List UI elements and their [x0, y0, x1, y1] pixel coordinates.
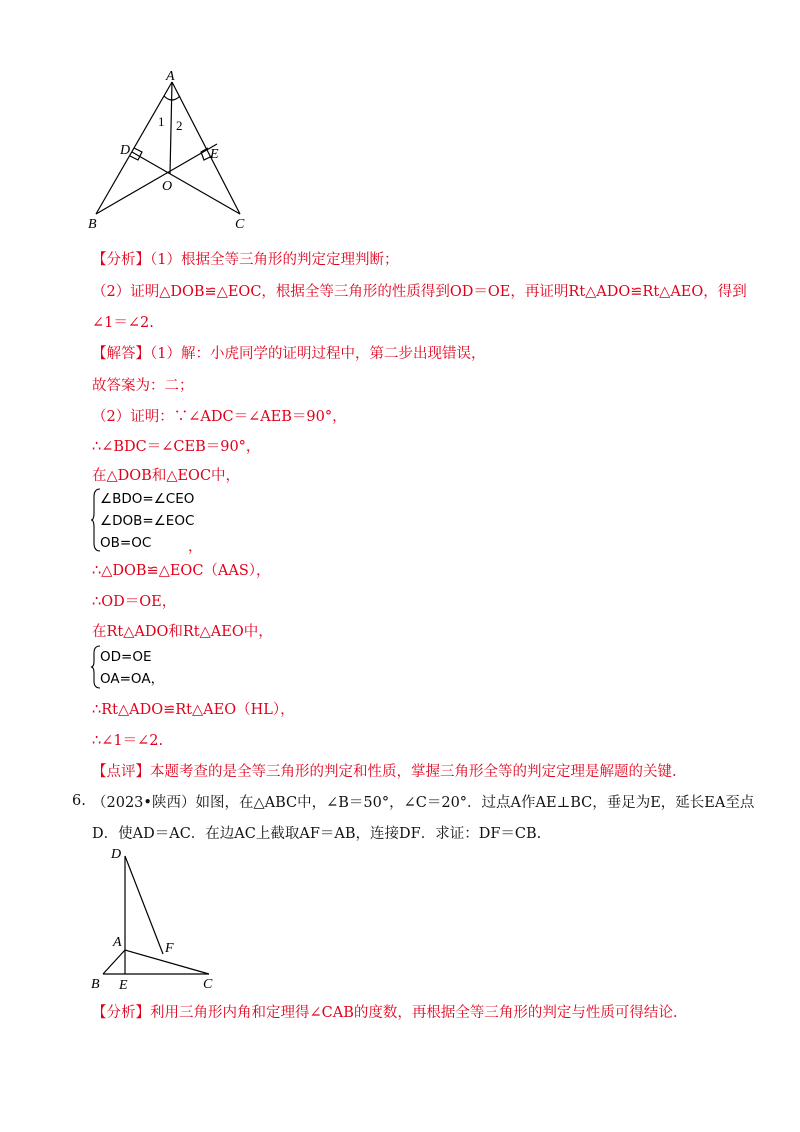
label-c: C — [235, 217, 245, 232]
solution-line-2: 故答案为：二； — [92, 378, 194, 394]
label-a: A — [113, 935, 122, 950]
analysis-2-text: 利用三角形内角和定理得∠CAB的度数，再根据全等三角形的判定与性质可得结论. — [150, 1005, 678, 1021]
label-d: D — [120, 143, 131, 158]
label-b: B — [91, 977, 100, 992]
comment-tag: 【点评】 — [92, 764, 150, 780]
solution-line-10: ∴∠1＝∠2. — [92, 733, 164, 749]
label-angle-2: 2 — [176, 118, 183, 133]
analysis-text-1: （1）根据全等三角形的判定定理判断； — [150, 252, 399, 268]
system-1 — [100, 488, 194, 554]
question-line-1: （2023•陕西）如图，在△ABC中，∠B＝50°，∠C＝20°．过点A作AE⊥BC，垂足为E，延长EA至点 — [92, 795, 755, 811]
solution-line-9: ∴Rt△ADO≌Rt△AEO（HL）， — [92, 702, 295, 718]
label-e: E — [119, 978, 128, 992]
label-b: B — [88, 217, 97, 232]
system-1-eq-1: ∠BDO=∠CEO — [100, 491, 195, 507]
comment-text: 本题考查的是全等三角形的判定和性质，掌握三角形全等的判定定理是解题的关键. — [150, 764, 677, 780]
label-f: F — [165, 941, 174, 956]
solution-text-1: （1）解：小虎同学的证明过程中，第二步出现错误， — [150, 346, 486, 362]
solution-line-1 — [92, 344, 485, 364]
label-e: E — [210, 147, 219, 162]
system-1-eq-3: OB=OC — [100, 535, 152, 551]
solution-line-4: ∴∠BDC＝∠CEB＝90°， — [92, 439, 261, 455]
system-1-tail: ， — [188, 539, 203, 555]
solution-line-7: ∴OD＝OE， — [92, 594, 177, 610]
system-1-eq-2: ∠DOB=∠EOC — [100, 513, 195, 529]
solution-line-6: ∴△DOB≌△EOC（AAS）， — [92, 563, 271, 579]
analysis-line-2: （2）证明△DOB≌△EOC，根据全等三角形的性质得到OD＝OE，再证明Rt△ADO≌Rt△AEO，得到 — [92, 284, 747, 300]
question-line-2: D．使AD＝AC．在边AC上截取AF＝AB，连接DF．求证：DF＝CB. — [92, 826, 542, 842]
analysis-line-3: ∠1＝∠2. — [92, 315, 154, 331]
solution-line-8: 在Rt△ADO和Rt△AEO中， — [92, 624, 273, 640]
figure-triangle-aob — [80, 68, 270, 238]
label-c: C — [203, 977, 213, 992]
segment-ba — [103, 950, 125, 974]
segment-df — [125, 856, 163, 954]
label-a: A — [166, 69, 175, 84]
question-number: 6. — [72, 793, 86, 809]
system-2 — [100, 646, 164, 690]
comment-line — [92, 762, 677, 782]
label-d: D — [111, 847, 122, 862]
system-2-eq-2: OA=OA， — [100, 671, 165, 687]
system-2-eq-1: OD=OE — [100, 649, 152, 665]
figure-triangle-abc — [85, 842, 225, 992]
label-o: O — [162, 179, 173, 194]
analysis-2-line — [92, 1003, 677, 1023]
analysis-2-tag: 【分析】 — [92, 1005, 150, 1021]
analysis-line-1 — [92, 250, 398, 270]
solution-line-5: 在△DOB和△EOC中， — [92, 468, 241, 484]
segment-ao — [170, 82, 172, 174]
segment-bo — [96, 144, 217, 214]
solution-tag: 【解答】 — [92, 346, 150, 362]
solution-line-3: （2）证明：∵∠ADC＝∠AEB＝90°， — [92, 409, 347, 425]
label-angle-1: 1 — [158, 114, 165, 129]
analysis-tag: 【分析】 — [92, 252, 150, 268]
